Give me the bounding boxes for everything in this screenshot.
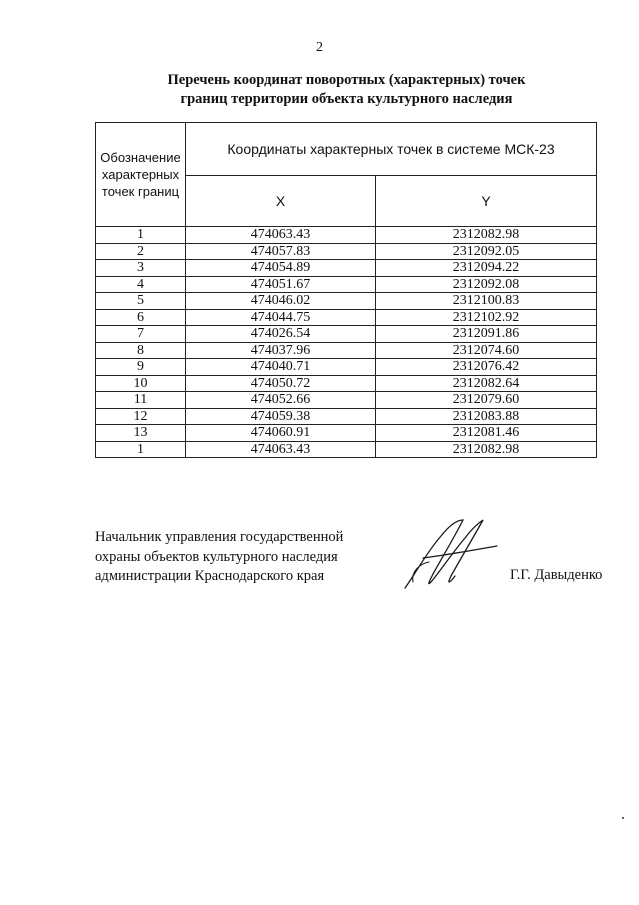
- y-value-cell: 2312074.60: [376, 342, 597, 359]
- x-value-cell: 474040.71: [186, 359, 376, 376]
- scan-speck: [622, 817, 624, 819]
- x-value-cell: 474046.02: [186, 293, 376, 310]
- point-number-cell: 13: [96, 425, 186, 442]
- point-number-cell: 3: [96, 260, 186, 277]
- y-value-cell: 2312082.98: [376, 441, 597, 458]
- signer-name: Г.Г. Давыденко: [510, 567, 603, 583]
- x-value-cell: 474060.91: [186, 425, 376, 442]
- signatory-position: [95, 528, 395, 587]
- y-value-cell: 2312076.42: [376, 359, 597, 376]
- x-value-cell: 474054.89: [186, 260, 376, 277]
- y-value-cell: 2312082.64: [376, 375, 597, 392]
- header-line: точек границ: [101, 184, 180, 199]
- table-row: [96, 375, 597, 392]
- page-number: 2: [316, 40, 323, 55]
- position-line: администрации Краснодарского края: [95, 568, 325, 584]
- point-number-cell: 12: [96, 408, 186, 425]
- point-number-cell: 10: [96, 375, 186, 392]
- title-line-2: границ территории объекта культурного наследия: [180, 91, 513, 107]
- point-number-cell: 11: [96, 392, 186, 409]
- x-value-cell: 474051.67: [186, 276, 376, 293]
- header-line: характерных: [101, 167, 180, 182]
- table-row: [96, 425, 597, 442]
- table-row: [96, 227, 597, 244]
- y-value-cell: 2312083.88: [376, 408, 597, 425]
- table-row: [96, 392, 597, 409]
- table-row: [96, 441, 597, 458]
- point-number-cell: 2: [96, 243, 186, 260]
- point-number-cell: 1: [96, 227, 186, 244]
- point-number-cell: 4: [96, 276, 186, 293]
- x-value-cell: 474052.66: [186, 392, 376, 409]
- x-value-cell: 474063.43: [186, 441, 376, 458]
- x-value-cell: 474059.38: [186, 408, 376, 425]
- x-value-cell: 474037.96: [186, 342, 376, 359]
- y-value-cell: 2312094.22: [376, 260, 597, 277]
- x-value-cell: 474050.72: [186, 375, 376, 392]
- document-title: [0, 71, 639, 109]
- table-row: [96, 260, 597, 277]
- point-number-cell: 6: [96, 309, 186, 326]
- title-line-1: Перечень координат поворотных (характерных) точек: [167, 72, 526, 88]
- handwritten-signature: [393, 512, 503, 594]
- y-value-cell: 2312081.46: [376, 425, 597, 442]
- table-row: [96, 408, 597, 425]
- y-value-cell: 2312092.08: [376, 276, 597, 293]
- table-row: [96, 243, 597, 260]
- point-number-cell: 1: [96, 441, 186, 458]
- point-number-cell: 8: [96, 342, 186, 359]
- y-value-cell: 2312082.98: [376, 227, 597, 244]
- table-row: [96, 276, 597, 293]
- table-row: [96, 359, 597, 376]
- position-line: охраны объектов культурного наследия: [95, 548, 338, 565]
- coordinates-table: [95, 122, 597, 458]
- x-column-header: X: [186, 176, 376, 227]
- y-value-cell: 2312100.83: [376, 293, 597, 310]
- table-row: [96, 309, 597, 326]
- x-value-cell: 474063.43: [186, 227, 376, 244]
- table-row: [96, 342, 597, 359]
- point-number-cell: 7: [96, 326, 186, 343]
- x-value-cell: 474026.54: [186, 326, 376, 343]
- point-designation-header: [96, 123, 186, 227]
- header-line: Обозначение: [100, 150, 181, 165]
- position-line: Начальник управления государственной: [95, 529, 344, 545]
- x-value-cell: 474044.75: [186, 309, 376, 326]
- table-row: [96, 293, 597, 310]
- y-column-header: Y: [376, 176, 597, 227]
- y-value-cell: 2312091.86: [376, 326, 597, 343]
- y-value-cell: 2312079.60: [376, 392, 597, 409]
- point-number-cell: 9: [96, 359, 186, 376]
- y-value-cell: 2312102.92: [376, 309, 597, 326]
- table-row: [96, 326, 597, 343]
- y-value-cell: 2312092.05: [376, 243, 597, 260]
- coordinates-system-header: Координаты характерных точек в системе МСК-23: [186, 123, 597, 176]
- point-number-cell: 5: [96, 293, 186, 310]
- x-value-cell: 474057.83: [186, 243, 376, 260]
